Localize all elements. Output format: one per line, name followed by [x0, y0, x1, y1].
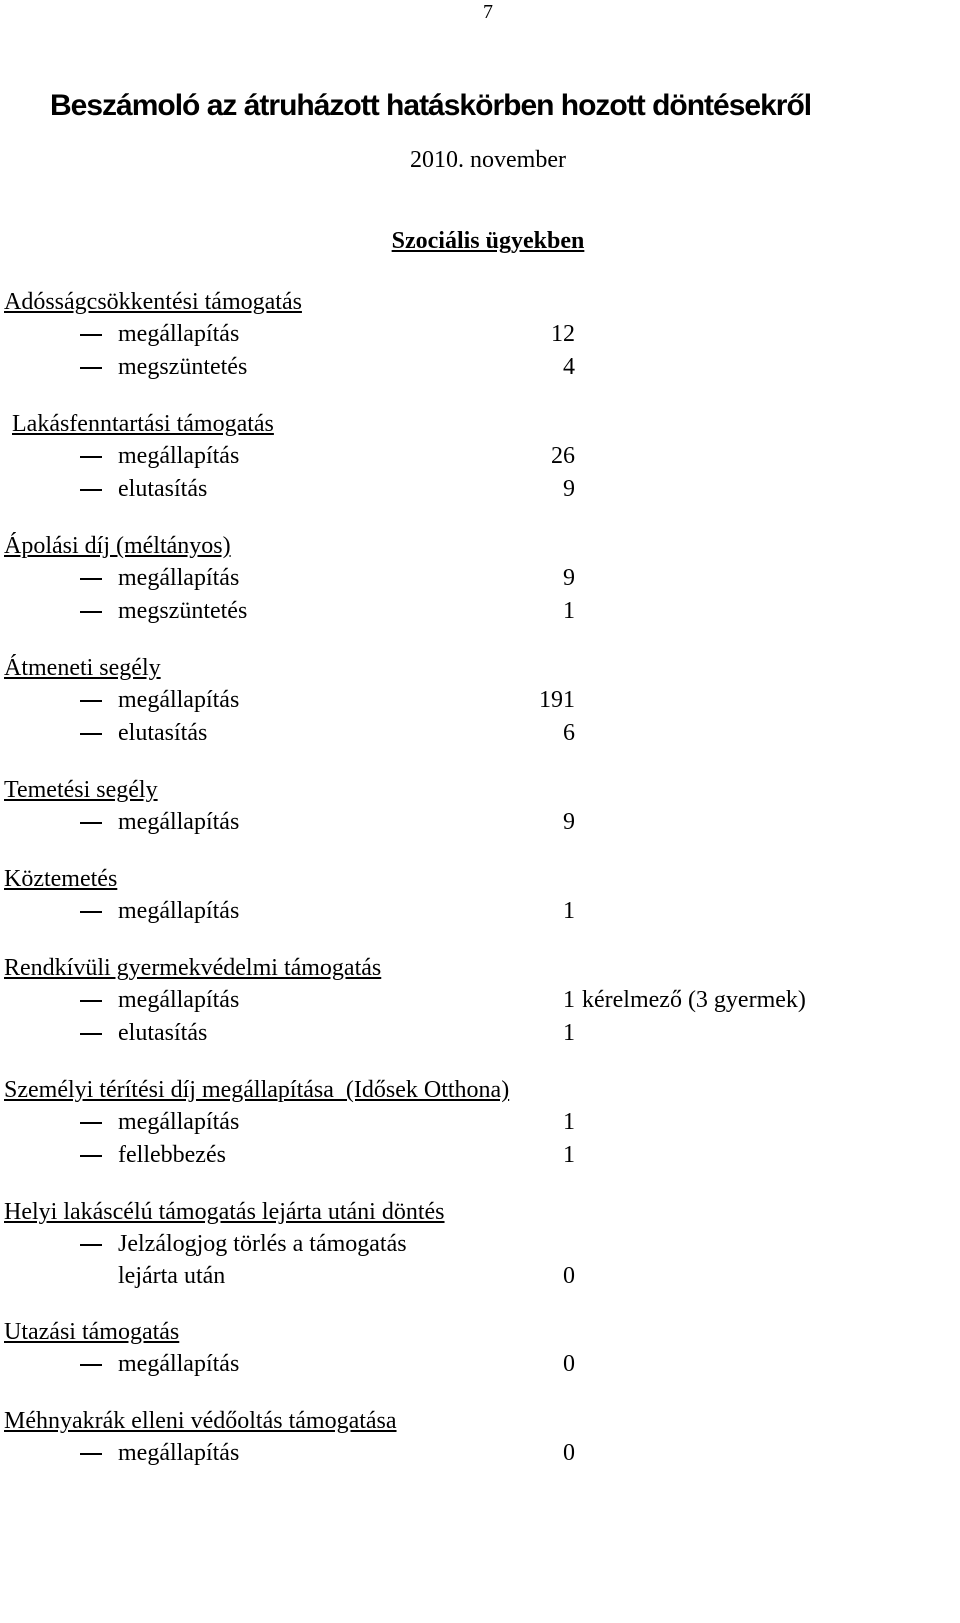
page-number: 7	[483, 1, 493, 23]
category-title: Lakásfenntartási támogatás	[12, 411, 274, 437]
dash-bullet	[80, 1244, 102, 1246]
item-label: elutasítás	[118, 720, 208, 746]
item-value: 1	[563, 987, 575, 1013]
category-lakasfenntartasi	[0, 408, 960, 506]
list-item	[0, 1106, 960, 1139]
dash-bullet	[80, 456, 102, 458]
category-title: Átmeneti segély	[4, 655, 161, 681]
category-rendkivuli-gyermekvedelmi	[0, 952, 960, 1050]
dash-bullet	[80, 1155, 102, 1157]
dash-bullet	[80, 611, 102, 613]
item-label: megállapítás	[118, 687, 240, 713]
category-helyi-lakascelu-tamogatas	[0, 1196, 960, 1292]
item-value: 4	[563, 354, 575, 380]
category-szemelyi-teritesi-dij	[0, 1074, 960, 1172]
item-value: 1	[563, 1020, 575, 1046]
item-label: megállapítás	[118, 443, 240, 469]
item-label: megállapítás	[118, 1440, 240, 1466]
list-item	[0, 806, 960, 839]
list-item	[0, 318, 960, 351]
item-value: 6	[563, 720, 575, 746]
document-title: Beszámoló az átruházott hatáskörben hozott döntésekről	[50, 89, 812, 122]
category-adossagcsokkentesi	[0, 286, 960, 384]
dash-bullet	[80, 367, 102, 369]
list-item	[0, 1017, 960, 1050]
category-atmeneti-segely	[0, 652, 960, 750]
category-apolasi-dij	[0, 530, 960, 628]
document-subtitle: 2010. november	[410, 147, 566, 173]
item-value: 1	[563, 898, 575, 924]
list-item	[0, 1348, 960, 1381]
list-item	[0, 717, 960, 750]
dash-bullet	[80, 733, 102, 735]
list-item	[0, 1437, 960, 1470]
list-item	[0, 595, 960, 628]
list-item	[0, 895, 960, 928]
category-mehnyakrak-vedooltas	[0, 1405, 960, 1470]
dash-bullet	[80, 1033, 102, 1035]
dash-bullet	[80, 489, 102, 491]
item-value: 1	[563, 1109, 575, 1135]
list-item	[0, 351, 960, 384]
category-title: Köztemetés	[4, 866, 118, 892]
category-title: Rendkívüli gyermekvédelmi támogatás	[4, 955, 382, 981]
list-item	[0, 473, 960, 506]
item-label: megállapítás	[118, 987, 240, 1013]
item-value: 26	[551, 443, 575, 469]
category-temetesi-segely	[0, 774, 960, 839]
item-label: megállapítás	[118, 321, 240, 347]
item-note: kérelmező (3 gyermek)	[582, 987, 806, 1013]
item-value: 191	[539, 687, 575, 713]
dash-bullet	[80, 1364, 102, 1366]
item-label: elutasítás	[118, 1020, 208, 1046]
list-item	[0, 440, 960, 473]
item-value: 0	[563, 1440, 575, 1466]
dash-bullet	[80, 1453, 102, 1455]
list-item	[0, 684, 960, 717]
item-label: megállapítás	[118, 565, 240, 591]
item-value: 9	[563, 809, 575, 835]
item-value: 9	[563, 476, 575, 502]
dash-bullet	[80, 822, 102, 824]
dash-bullet	[80, 334, 102, 336]
category-title: Utazási támogatás	[4, 1319, 180, 1345]
dash-bullet	[80, 578, 102, 580]
category-title: Temetési segély	[4, 777, 158, 803]
list-item	[0, 562, 960, 595]
dash-bullet	[80, 700, 102, 702]
list-item	[0, 984, 960, 1017]
category-utazasi-tamogatas	[0, 1316, 960, 1381]
report-list	[0, 286, 960, 1494]
category-title: Adósságcsökkentési támogatás	[4, 289, 302, 315]
list-item	[0, 1139, 960, 1172]
item-label: megállapítás	[118, 1351, 240, 1377]
list-item	[0, 1228, 960, 1292]
category-koztemetes	[0, 863, 960, 928]
item-label: megszüntetés	[118, 598, 248, 624]
item-value: 1	[563, 598, 575, 624]
item-label: megállapítás	[118, 1109, 240, 1135]
item-value: 0	[563, 1263, 575, 1289]
item-label: megállapítás	[118, 809, 240, 835]
item-label: megállapítás	[118, 898, 240, 924]
item-label: megszüntetés	[118, 354, 248, 380]
category-title: Ápolási díj (méltányos)	[4, 533, 231, 559]
dash-bullet	[80, 911, 102, 913]
category-title: Helyi lakáscélú támogatás lejárta utáni döntés	[4, 1199, 445, 1225]
item-label: elutasítás	[118, 476, 208, 502]
category-title: Személyi térítési díj megállapítása (Idősek Otthona)	[4, 1077, 510, 1103]
dash-bullet	[80, 1122, 102, 1124]
section-title: Szociális ügyekben	[391, 228, 585, 254]
item-label: Jelzálogjog törlés a támogatás lejárta után	[118, 1231, 407, 1289]
dash-bullet	[80, 1000, 102, 1002]
item-value: 9	[563, 565, 575, 591]
category-title: Méhnyakrák elleni védőoltás támogatása	[4, 1408, 397, 1434]
item-value: 0	[563, 1351, 575, 1377]
item-label: fellebbezés	[118, 1142, 226, 1168]
item-value: 1	[563, 1142, 575, 1168]
item-value: 12	[551, 321, 575, 347]
